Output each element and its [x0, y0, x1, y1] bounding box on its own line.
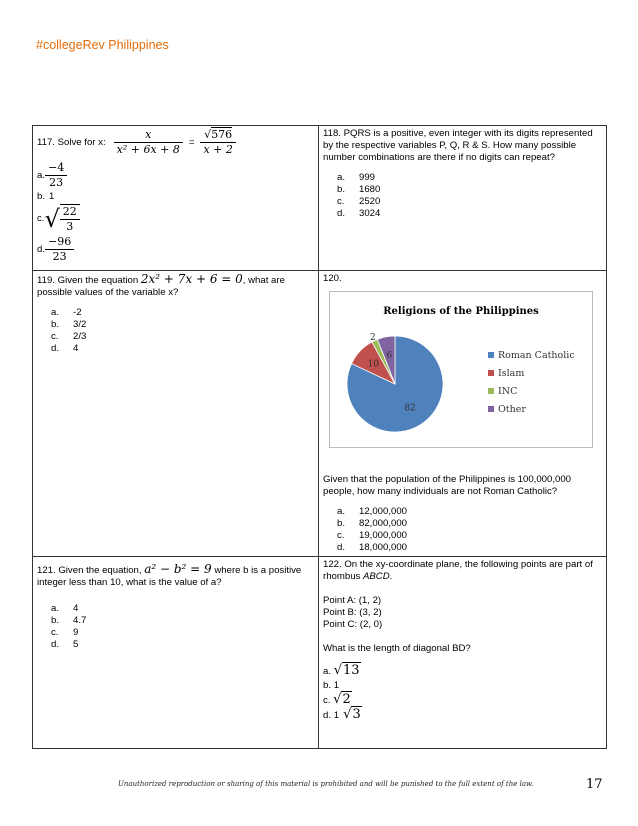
q118-options	[323, 172, 602, 220]
q121-option	[37, 627, 314, 639]
q120-cell	[319, 271, 607, 557]
radical-sign: √	[44, 205, 60, 233]
q122-option-sqrt: √2	[333, 692, 351, 707]
q119-equation: 2x² + 7x + 6 = 0	[140, 272, 243, 286]
q121-option-letter: b.	[51, 615, 60, 626]
q119-option	[37, 307, 314, 319]
q117-option-letter: c.	[37, 213, 45, 224]
chart-title: Religions of the Philippines	[383, 306, 539, 317]
pie-data-label: 6	[386, 350, 393, 361]
q121-option-letter: d.	[51, 639, 60, 650]
q122-options	[323, 665, 602, 722]
q119-option-letter: d.	[51, 343, 60, 354]
q119-option-text: -2	[73, 307, 82, 318]
q118-option-letter: d.	[337, 208, 346, 219]
q117-lhs-den: x² + 6x + 8	[116, 143, 180, 156]
q119-options	[37, 307, 314, 355]
q118-text: 118. PQRS is a positive, even integer with its digits represented by the respective variables P, Q, R & S. How many possible number combinations are there if no digits can repeat?	[323, 128, 593, 163]
q119-option-letter: a.	[51, 307, 60, 318]
q118-option-text: 999	[359, 172, 376, 183]
q117-rhs	[200, 128, 235, 157]
q120-number: 120.	[323, 273, 342, 284]
pie-data-label: 10	[367, 359, 380, 370]
q119-option-text: 3/2	[73, 319, 87, 330]
q122-point: Point C: (2, 0)	[323, 619, 383, 630]
q120-option	[323, 518, 602, 530]
q121-equation: a² − b² = 9	[144, 562, 212, 576]
q122-option-radicand: 3	[352, 707, 361, 722]
q122-option-radicand: 2	[342, 692, 351, 707]
q119-cell	[33, 271, 319, 557]
q122-point: Point B: (3, 2)	[323, 607, 382, 618]
q117-option	[37, 161, 314, 190]
q122-text-pre: 122. On the xy-coordinate plane, the following points are part of rhombus	[323, 559, 593, 582]
q122-option	[323, 709, 602, 722]
page-number: 17	[586, 777, 603, 792]
q122-option-radicand: 13	[342, 663, 360, 678]
q117-option-value	[45, 235, 74, 264]
q122-text	[323, 559, 602, 583]
legend-label: Islam	[498, 368, 525, 379]
q119-option	[37, 343, 314, 355]
q121-option	[37, 615, 314, 627]
q120-option	[323, 530, 602, 542]
q117-option-value	[44, 204, 79, 234]
q121-suffix: where b is a positive integer less than 10, what is the value of a?	[37, 565, 302, 588]
q117-option	[37, 235, 314, 264]
q118-option-letter: c.	[337, 196, 345, 207]
q117-option-letter: a.	[37, 169, 46, 181]
q117-option-num: 22	[60, 205, 80, 220]
q119-option	[37, 331, 314, 343]
q119-prefix: 119. Given the equation	[37, 275, 139, 286]
q120-option-text: 12,000,000	[359, 506, 408, 517]
q121-option-letter: c.	[51, 627, 59, 638]
q117-option-letter: d.	[37, 243, 46, 255]
questions-table	[32, 125, 607, 749]
religion-pie-chart	[329, 291, 593, 448]
q117-rhs-radicand: 576	[211, 128, 233, 141]
q117-option	[37, 204, 314, 234]
q117-prefix: 117. Solve for x:	[37, 136, 106, 148]
q117-eq: =	[188, 136, 195, 148]
q122-points	[323, 595, 602, 631]
legend-label: Roman Catholic	[498, 350, 575, 361]
q121-option-letter: a.	[51, 603, 60, 614]
q117-option-letter: b.	[37, 191, 46, 202]
q122-text-post: .	[389, 571, 393, 582]
q119-option	[37, 319, 314, 331]
q117-option-fraction	[45, 161, 67, 190]
q122-option	[323, 694, 602, 707]
q120-option-text: 18,000,000	[359, 542, 408, 553]
q121-option	[37, 603, 314, 615]
q122-cell	[319, 557, 607, 749]
q122-shape: ABCD	[363, 571, 390, 582]
q120-option	[323, 506, 602, 518]
pie-chart-svg	[330, 292, 592, 447]
q122-option-sqrt: √3	[339, 707, 361, 722]
legend-label: INC	[498, 386, 518, 397]
page-header: #collegeRev Philippines	[36, 38, 169, 52]
q120-option-letter: a.	[337, 506, 346, 517]
q117-lhs	[114, 128, 183, 157]
q121-text	[37, 563, 314, 589]
q119-option-text: 4	[73, 343, 79, 354]
q119-option-text: 2/3	[73, 331, 87, 342]
q122-option-sqrt: √13	[333, 663, 360, 678]
q118-cell	[319, 126, 607, 271]
q117-rhs-den: x + 2	[203, 143, 233, 156]
q121-options	[37, 603, 314, 651]
q118-option-letter: b.	[337, 184, 346, 195]
q119-option-letter: b.	[51, 319, 60, 330]
q117-option-den: 23	[49, 176, 64, 189]
q121-option-text: 5	[73, 639, 79, 650]
q118-option-text: 1680	[359, 184, 381, 195]
q121-prefix: 121. Given the equation,	[37, 565, 142, 576]
legend-swatch	[488, 406, 494, 412]
q120-options	[323, 506, 602, 554]
q118-option	[323, 172, 602, 184]
q120-question: Given that the population of the Philippines is 100,000,000 people, how many individuals are not Roman Catholic?	[323, 474, 572, 497]
legend-label: Other	[498, 404, 526, 415]
q119-option-letter: c.	[51, 331, 59, 342]
q120-option-text: 19,000,000	[359, 530, 408, 541]
q122-option-letter: b.	[323, 680, 332, 691]
q117-options	[37, 161, 314, 264]
q117-option-den: 3	[66, 220, 74, 233]
legend-swatch	[488, 388, 494, 394]
q122-option-coef: 1	[333, 680, 340, 691]
q121-option	[37, 639, 314, 651]
q117-option-num: −4	[45, 161, 67, 176]
q121-cell	[33, 557, 319, 749]
legend-swatch	[488, 370, 494, 376]
q121-option-text: 9	[73, 627, 79, 638]
q122-option-letter: a.	[323, 666, 332, 677]
q118-option-text: 3024	[359, 208, 381, 219]
q118-option-text: 2520	[359, 196, 381, 207]
legend-swatch	[488, 352, 494, 358]
footer-disclaimer: Unauthorized reproduction or sharing of this material is prohibited and will be punished to the full extent of the law.	[118, 780, 534, 788]
q120-option-text: 82,000,000	[359, 518, 408, 529]
q122-option-coef: 1	[333, 710, 340, 721]
q117-option-fraction	[60, 204, 80, 234]
q122-point: Point A: (1, 2)	[323, 595, 382, 606]
pie-data-label: 2	[370, 333, 376, 344]
q117-lhs-num: x	[114, 128, 183, 143]
q118-option	[323, 196, 602, 208]
q122-option-letter: c.	[323, 695, 331, 706]
q119-text	[37, 273, 314, 299]
q117-option-value	[45, 161, 67, 190]
q119-suffix: , what are possible values of the variable x?	[37, 275, 285, 298]
q121-option-text: 4.7	[73, 615, 87, 626]
q118-option-letter: a.	[337, 172, 346, 183]
q117-rhs-num: √576	[200, 128, 235, 143]
q122-option	[323, 680, 602, 692]
q117-option-fraction	[45, 235, 74, 264]
pie-data-label: 82	[404, 403, 416, 414]
q117-cell	[33, 126, 319, 271]
q118-option	[323, 208, 602, 220]
q120-option-letter: d.	[337, 542, 346, 553]
q120-option	[323, 542, 602, 554]
q120-option-letter: b.	[337, 518, 346, 529]
q122-question: What is the length of diagonal BD?	[323, 643, 471, 654]
q122-option-letter: d.	[323, 710, 332, 721]
q118-option	[323, 184, 602, 196]
q120-option-letter: c.	[337, 530, 345, 541]
q117-option-text: 1	[49, 191, 55, 202]
q117-option-den: 23	[52, 250, 67, 263]
q121-option-text: 4	[73, 603, 79, 614]
q117-option-num: −96	[45, 235, 74, 250]
q122-option	[323, 665, 602, 678]
q117-option	[37, 191, 314, 203]
